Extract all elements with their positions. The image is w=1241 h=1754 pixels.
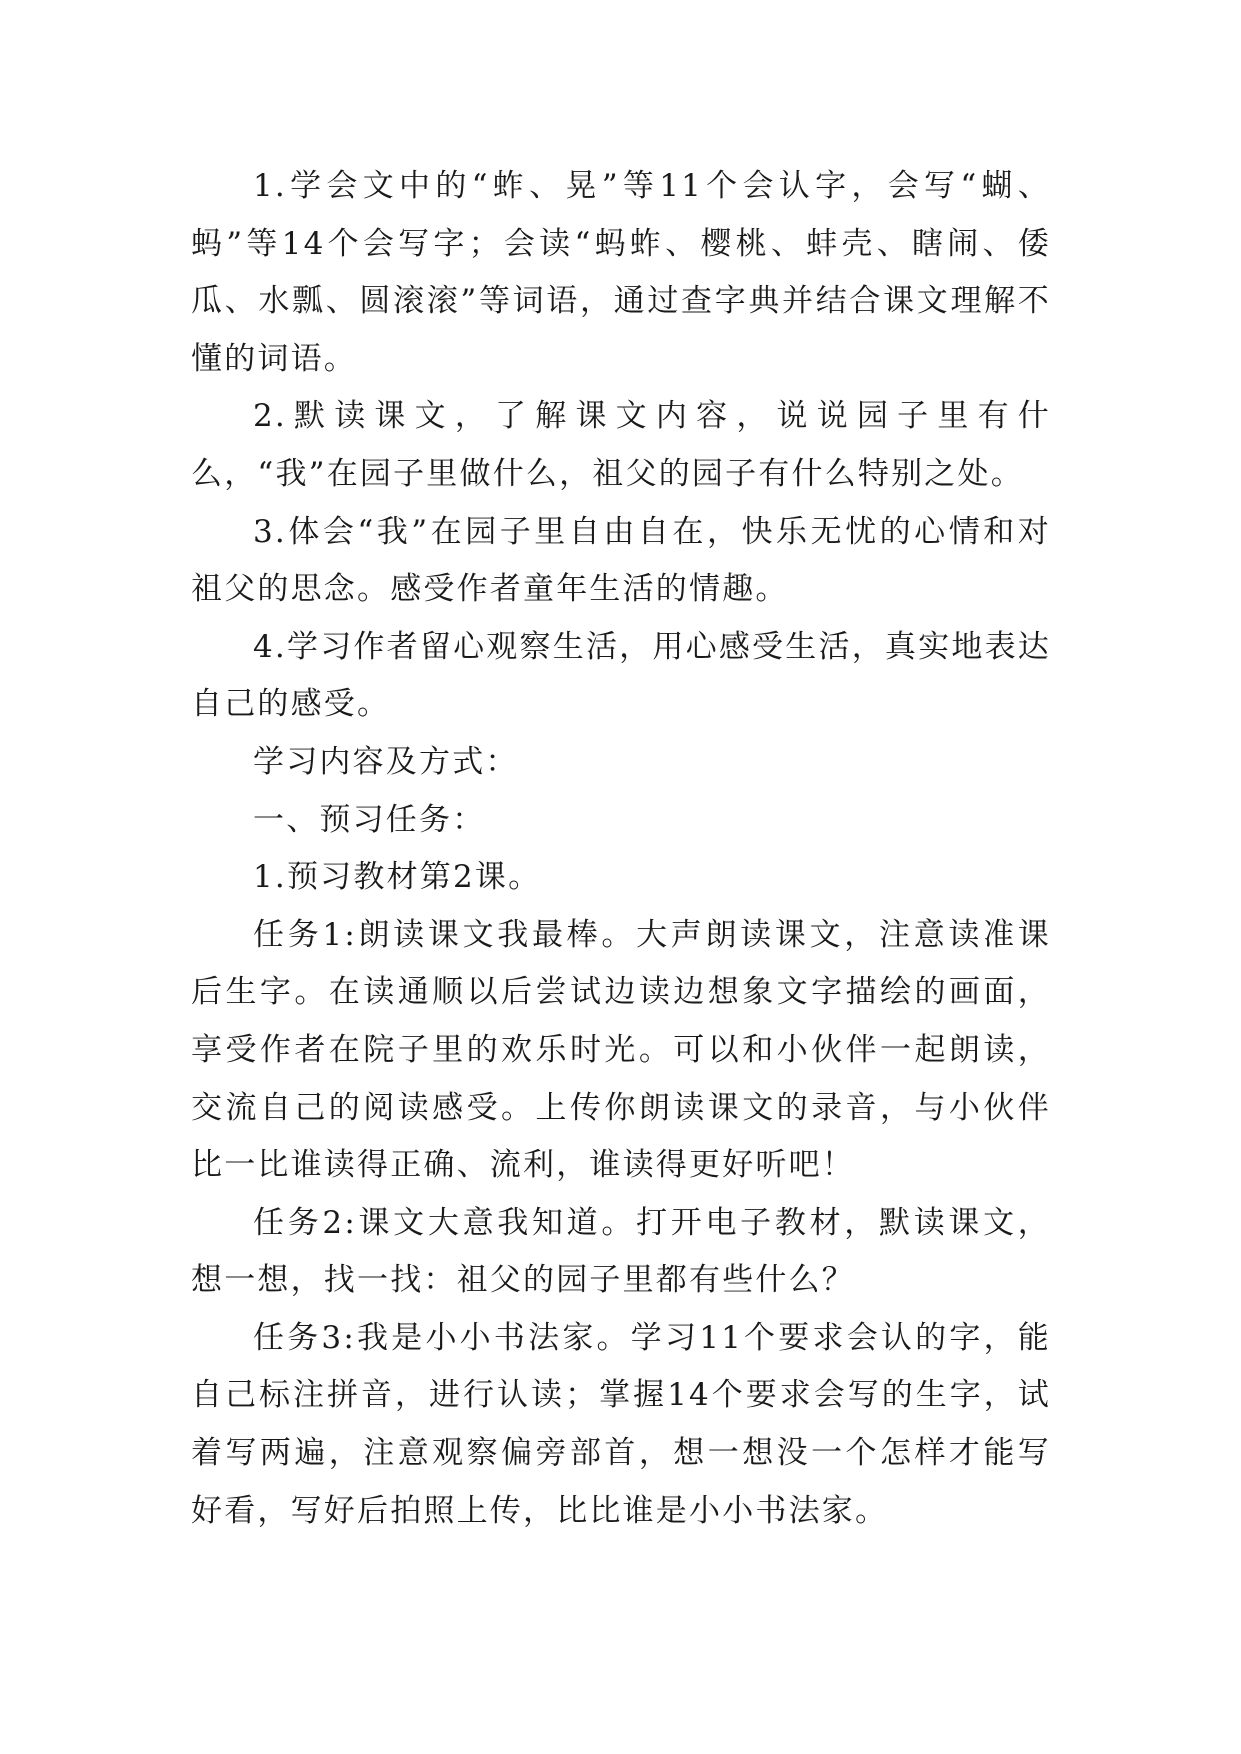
objective-1-paragraph: 1.学会文中的“蚱、晃”等11个会认字，会写“蝴、蚂”等14个会写字；会读“蚂蚱、樱桃、蚌壳、瞎闹、倭瓜、水瓢、圆滚滚”等词语，通过查字典并结合课文理解不懂的词语。 <box>191 168 1051 377</box>
task-3-paragraph: 任务3:我是小小书法家。学习11个要求会认的字，能自己标注拼音，进行认读；掌握14个要求会写的生字，试着写两遍，注意观察偏旁部首，想一想没一个怎样才能写好看，写好后拍照上传，比比谁是小小书法家。 <box>191 1319 1051 1529</box>
objective-2-paragraph: 2.默读课文，了解课文内容，说说园子里有什么，“我”在园子里做什么，祖父的园子有什么特别之处。 <box>191 398 1051 492</box>
task-1-paragraph: 任务1:朗读课文我最棒。大声朗读课文，注意读准课后生字。在读通顺以后尝试边读边想象文字描绘的画面，享受作者在院子里的欢乐时光。可以和小伙伴一起朗读，交流自己的阅读感受。上传你朗读课文的录音，与小伙伴比一比谁读得正确、流利，谁读得更好听吧！ <box>191 916 1051 1184</box>
document-body <box>191 158 1051 1540</box>
preview-item-1: 1.预习教材第2课。 <box>253 859 542 896</box>
objective-4-paragraph: 4.学习作者留心观察生活，用心感受生活，真实地表达自己的感受。 <box>191 628 1051 723</box>
preview-tasks-heading: 一、预习任务： <box>253 801 486 838</box>
task-2-paragraph: 任务2:课文大意我知道。打开电子教材，默读课文，想一想，找一找：祖父的园子里都有些什么？ <box>191 1204 1051 1299</box>
learning-content-heading: 学习内容及方式： <box>253 743 519 780</box>
objective-3-paragraph: 3.体会“我”在园子里自由自在，快乐无忧的心情和对祖父的思念。感受作者童年生活的情趣。 <box>191 513 1051 608</box>
